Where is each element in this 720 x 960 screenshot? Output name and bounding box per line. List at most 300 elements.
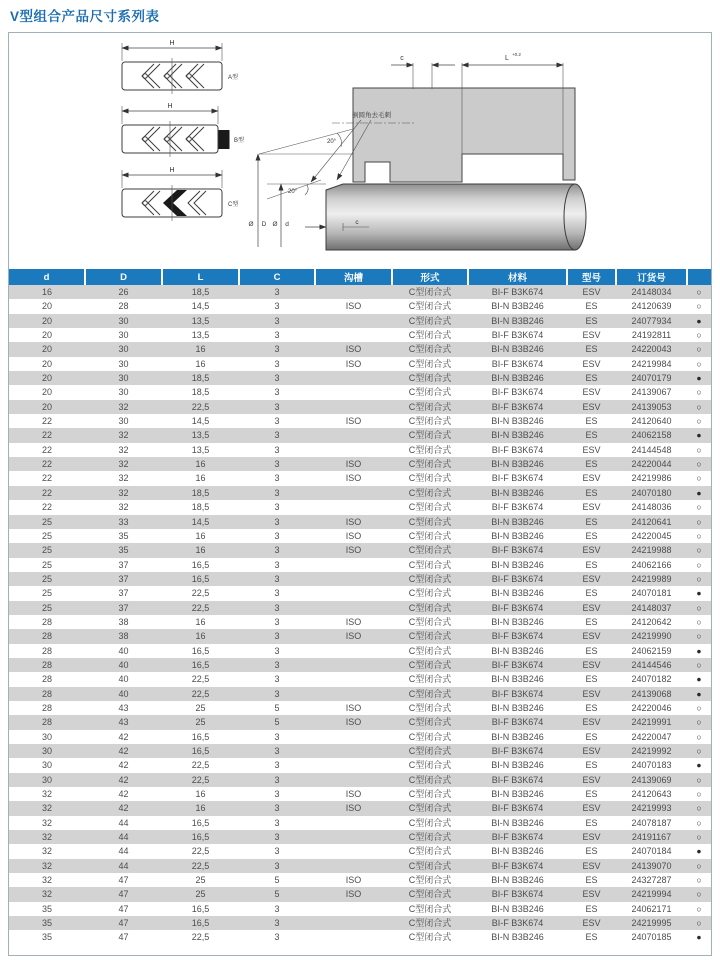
cell-L: 22,5 — [191, 760, 210, 771]
cell-groove: ISO — [345, 416, 362, 427]
cell-L: 25 — [195, 702, 206, 713]
table-row — [9, 873, 711, 887]
cell-L: 22,5 — [191, 588, 210, 599]
table-row — [9, 357, 711, 371]
cell-groove: ISO — [345, 889, 362, 900]
cell-indicator: ● — [696, 430, 702, 441]
cell-C: 3 — [274, 430, 280, 441]
cell-d: 16 — [41, 287, 52, 297]
cell-order_no: 24062166 — [631, 559, 672, 570]
cell-D: 30 — [118, 358, 129, 369]
cell-D: 26 — [118, 287, 129, 297]
cell-d: 20 — [41, 315, 52, 326]
cell-d: 25 — [41, 588, 52, 599]
cell-indicator: ○ — [696, 444, 702, 455]
cell-indicator: ○ — [696, 287, 702, 297]
cell-d: 30 — [41, 731, 52, 742]
cell-form: C型闭合式 — [408, 530, 452, 541]
cell-order_no: 24070180 — [631, 487, 672, 498]
cell-d: 32 — [41, 789, 52, 800]
cell-order_no: 24070185 — [631, 932, 672, 943]
cell-order_no: 24220045 — [631, 530, 672, 541]
cell-material: BI-F B3K674 — [491, 832, 544, 843]
cell-model: ESV — [582, 444, 601, 455]
cell-model: ESV — [582, 889, 601, 900]
cell-order_no: 24077934 — [631, 315, 672, 326]
cell-L: 16 — [195, 344, 206, 355]
cell-L: 16,5 — [191, 731, 210, 742]
cell-order_no: 24120641 — [631, 516, 672, 527]
cell-material: BI-F B3K674 — [491, 659, 544, 670]
cell-C: 3 — [274, 774, 280, 785]
cell-material: BI-N B3B246 — [491, 430, 544, 441]
cell-C: 3 — [274, 903, 280, 914]
cell-C: 3 — [274, 459, 280, 470]
cell-d: 25 — [41, 530, 52, 541]
cell-d: 28 — [41, 688, 52, 699]
cell-model: ESV — [582, 774, 601, 785]
cell-L: 16,5 — [191, 817, 210, 828]
shaft — [326, 184, 575, 250]
cell-D: 37 — [118, 602, 129, 613]
table-row — [9, 414, 711, 428]
cell-model: ES — [585, 344, 598, 355]
cell-D: 32 — [118, 459, 129, 470]
page-title: V型组合产品尺寸系列表 — [10, 9, 160, 24]
cell-indicator: ○ — [696, 358, 702, 369]
seal-stack-b-diagram — [122, 103, 244, 157]
cell-model: ES — [585, 416, 598, 427]
cell-D: 40 — [118, 645, 129, 656]
cell-model: ES — [585, 760, 598, 771]
seal-stack-a-diagram — [122, 40, 238, 94]
cell-form: C型闭合式 — [408, 903, 452, 914]
cell-groove: ISO — [345, 459, 362, 470]
cell-indicator: ○ — [696, 903, 702, 914]
cell-C: 3 — [274, 659, 280, 670]
cell-model: ES — [585, 875, 598, 886]
cell-indicator: ○ — [696, 702, 702, 713]
cell-d: 28 — [41, 631, 52, 642]
cell-D: 40 — [118, 659, 129, 670]
cell-model: ESV — [582, 659, 601, 670]
cell-C: 3 — [274, 502, 280, 513]
table-row — [9, 701, 711, 715]
cell-form: C型闭合式 — [408, 659, 452, 670]
cell-D: 44 — [118, 817, 129, 828]
cell-d: 28 — [41, 659, 52, 670]
cell-order_no: 24139070 — [631, 860, 672, 871]
cell-D: 42 — [118, 731, 129, 742]
cell-L: 16 — [195, 358, 206, 369]
type-b-label: B型 — [234, 138, 245, 144]
cell-material: BI-N B3B246 — [491, 616, 544, 627]
cell-C: 3 — [274, 287, 280, 297]
cell-order_no: 24219988 — [631, 545, 672, 556]
table-row — [9, 930, 711, 944]
cell-model: ES — [585, 373, 598, 384]
cell-indicator: ○ — [696, 301, 702, 312]
table-row — [9, 615, 711, 629]
cell-groove — [315, 816, 392, 830]
table-row — [9, 328, 711, 342]
column-header-indicator — [687, 269, 711, 285]
cell-material: BI-N B3B246 — [491, 559, 544, 570]
dia-outer-symbol: Ø — [248, 221, 254, 228]
cell-order_no: 24219993 — [631, 803, 672, 814]
cell-indicator: ● — [696, 373, 702, 384]
cell-L: 18,5 — [191, 387, 210, 398]
cell-material: BI-F B3K674 — [491, 717, 544, 728]
cell-d: 20 — [41, 387, 52, 398]
cell-order_no: 24139068 — [631, 688, 672, 699]
cell-C: 3 — [274, 731, 280, 742]
cell-model: ES — [585, 487, 598, 498]
cell-order_no: 24148037 — [631, 602, 672, 613]
cell-C: 3 — [274, 530, 280, 541]
cell-D: 44 — [118, 832, 129, 843]
cell-D: 32 — [118, 473, 129, 484]
column-header-D: D — [85, 269, 162, 285]
cell-d: 25 — [41, 516, 52, 527]
cell-D: 38 — [118, 631, 129, 642]
cell-C: 3 — [274, 674, 280, 685]
cell-form: C型闭合式 — [408, 688, 452, 699]
cell-groove — [315, 644, 392, 658]
cell-indicator: ● — [696, 760, 702, 771]
cell-D: 44 — [118, 860, 129, 871]
cell-form: C型闭合式 — [408, 588, 452, 599]
cell-L: 16,5 — [191, 832, 210, 843]
cell-C: 3 — [274, 918, 280, 929]
cell-form: C型闭合式 — [408, 889, 452, 900]
cell-model: ES — [585, 789, 598, 800]
cell-model: ESV — [582, 602, 601, 613]
cell-order_no: 24219989 — [631, 573, 672, 584]
cell-model: ESV — [582, 918, 601, 929]
cell-C: 3 — [274, 330, 280, 341]
cell-D: 32 — [118, 487, 129, 498]
cell-d: 25 — [41, 559, 52, 570]
cell-material: BI-F B3K674 — [491, 444, 544, 455]
cell-form: C型闭合式 — [408, 602, 452, 613]
cell-indicator: ○ — [696, 789, 702, 800]
cell-groove — [315, 586, 392, 600]
table-row — [9, 629, 711, 643]
cell-D: 33 — [118, 516, 129, 527]
cell-d: 35 — [41, 903, 52, 914]
cell-groove: ISO — [345, 631, 362, 642]
cell-order_no: 24139069 — [631, 774, 672, 785]
cell-indicator: ○ — [696, 832, 702, 843]
column-header-groove: 沟槽 — [315, 269, 392, 285]
cell-order_no: 24062171 — [631, 903, 672, 914]
cell-D: 44 — [118, 846, 129, 857]
table-row — [9, 443, 711, 457]
cell-d: 20 — [41, 401, 52, 412]
b-type-end-block — [219, 130, 230, 149]
dim-h-label: H — [169, 167, 175, 174]
table-row — [9, 371, 711, 385]
cell-groove: ISO — [345, 473, 362, 484]
cell-C: 3 — [274, 803, 280, 814]
cell-indicator: ● — [696, 932, 702, 943]
cell-model: ESV — [582, 717, 601, 728]
cell-L: 13,5 — [191, 330, 210, 341]
cell-material: BI-N B3B246 — [491, 459, 544, 470]
cell-d: 22 — [41, 473, 52, 484]
c-type-black-chevron — [163, 190, 187, 216]
column-header-model: 型号 — [567, 269, 616, 285]
cell-model: ES — [585, 702, 598, 713]
cell-form: C型闭合式 — [408, 674, 452, 685]
column-header-order_no: 订货号 — [616, 269, 687, 285]
cell-indicator: ○ — [696, 616, 702, 627]
cell-form: C型闭合式 — [408, 616, 452, 627]
cell-L: 18,5 — [191, 487, 210, 498]
cell-groove — [315, 859, 392, 873]
cell-groove — [315, 672, 392, 686]
cell-D: 47 — [118, 875, 129, 886]
cell-order_no: 24148036 — [631, 502, 672, 513]
cell-d: 32 — [41, 846, 52, 857]
cell-indicator: ○ — [696, 502, 702, 513]
table-row — [9, 715, 711, 729]
cell-C: 3 — [274, 817, 280, 828]
cell-C: 3 — [274, 473, 280, 484]
cell-order_no: 24062159 — [631, 645, 672, 656]
cell-material: BI-N B3B246 — [491, 416, 544, 427]
cell-order_no: 24139053 — [631, 401, 672, 412]
cell-groove — [315, 830, 392, 844]
cell-order_no: 24219986 — [631, 473, 672, 484]
cell-material: BI-N B3B246 — [491, 588, 544, 599]
cell-indicator: ○ — [696, 631, 702, 642]
cell-groove — [315, 314, 392, 328]
cell-groove: ISO — [345, 545, 362, 556]
cell-D: 32 — [118, 444, 129, 455]
cell-form: C型闭合式 — [408, 817, 452, 828]
cell-D: 32 — [118, 401, 129, 412]
cell-d: 32 — [41, 875, 52, 886]
table-row — [9, 658, 711, 672]
cell-indicator: ○ — [696, 717, 702, 728]
table-row — [9, 385, 711, 399]
dim-c-top-label: c — [400, 55, 404, 62]
cell-L: 16,5 — [191, 645, 210, 656]
cell-material: BI-F B3K674 — [491, 473, 544, 484]
cell-order_no: 24062158 — [631, 430, 672, 441]
cell-model: ES — [585, 731, 598, 742]
cell-order_no: 24070182 — [631, 674, 672, 685]
cell-L: 18,5 — [191, 287, 210, 297]
cell-groove: ISO — [345, 717, 362, 728]
cell-indicator: ○ — [696, 459, 702, 470]
cell-L: 18,5 — [191, 373, 210, 384]
cell-D: 30 — [118, 330, 129, 341]
cell-L: 16 — [195, 616, 206, 627]
cell-indicator: ○ — [696, 559, 702, 570]
cell-d: 32 — [41, 860, 52, 871]
cell-form: C型闭合式 — [408, 573, 452, 584]
cell-material: BI-N B3B246 — [491, 674, 544, 685]
table-row — [9, 816, 711, 830]
cell-d: 20 — [41, 358, 52, 369]
cell-form: C型闭合式 — [408, 502, 452, 513]
table-row — [9, 902, 711, 916]
cell-C: 3 — [274, 358, 280, 369]
cell-material: BI-N B3B246 — [491, 373, 544, 384]
cell-model: ES — [585, 932, 598, 943]
cell-material: BI-N B3B246 — [491, 731, 544, 742]
cell-D: 30 — [118, 416, 129, 427]
cell-groove — [315, 400, 392, 414]
cell-indicator: ● — [696, 674, 702, 685]
cell-material: BI-N B3B246 — [491, 932, 544, 943]
cell-form: C型闭合式 — [408, 358, 452, 369]
cell-model: ES — [585, 846, 598, 857]
cell-d: 32 — [41, 817, 52, 828]
cell-L: 16,5 — [191, 559, 210, 570]
cell-form: C型闭合式 — [408, 789, 452, 800]
cell-groove: ISO — [345, 616, 362, 627]
table-row — [9, 529, 711, 543]
cell-order_no: 24219994 — [631, 889, 672, 900]
table-row — [9, 428, 711, 442]
shaft-end-cap — [564, 184, 586, 250]
cell-D: 42 — [118, 789, 129, 800]
cell-order_no: 24219995 — [631, 918, 672, 929]
cell-L: 13,5 — [191, 430, 210, 441]
cell-indicator: ○ — [696, 545, 702, 556]
cell-L: 25 — [195, 889, 206, 900]
cell-form: C型闭合式 — [408, 731, 452, 742]
cell-material: BI-N B3B246 — [491, 817, 544, 828]
dia-inner-label: d — [285, 221, 289, 228]
cell-indicator: ○ — [696, 602, 702, 613]
table-row — [9, 887, 711, 901]
table-row — [9, 787, 711, 801]
column-header-d: d — [9, 269, 85, 285]
cell-material: BI-F B3K674 — [491, 803, 544, 814]
cell-form: C型闭合式 — [408, 344, 452, 355]
cell-d: 25 — [41, 573, 52, 584]
cell-C: 3 — [274, 559, 280, 570]
cell-order_no: 24144548 — [631, 444, 672, 455]
cell-form: C型闭合式 — [408, 932, 452, 943]
cell-indicator: ○ — [696, 387, 702, 398]
cell-L: 22,5 — [191, 401, 210, 412]
cell-material: BI-F B3K674 — [491, 401, 544, 412]
table-row — [9, 486, 711, 500]
cell-material: BI-F B3K674 — [491, 387, 544, 398]
cell-model: ESV — [582, 746, 601, 756]
cell-C: 3 — [274, 616, 280, 627]
cell-d: 22 — [41, 430, 52, 441]
cell-form: C型闭合式 — [408, 631, 452, 642]
cell-C: 3 — [274, 645, 280, 656]
cell-D: 40 — [118, 674, 129, 685]
cell-model: ES — [585, 817, 598, 828]
cell-order_no: 24220043 — [631, 344, 672, 355]
cell-L: 16,5 — [191, 918, 210, 929]
cell-L: 16,5 — [191, 573, 210, 584]
cell-form: C型闭合式 — [408, 717, 452, 728]
cell-order_no: 24220046 — [631, 702, 672, 713]
cell-material: BI-F B3K674 — [491, 573, 544, 584]
cell-material: BI-F B3K674 — [491, 602, 544, 613]
cell-form: C型闭合式 — [408, 373, 452, 384]
table-row — [9, 400, 711, 414]
cell-model: ESV — [582, 358, 601, 369]
cell-form: C型闭合式 — [408, 774, 452, 785]
cell-D: 47 — [118, 918, 129, 929]
angle-bottom-label: 20° — [288, 189, 298, 195]
dim-c-shaft-label: c — [355, 219, 359, 226]
cell-form: C型闭合式 — [408, 401, 452, 412]
cell-d: 30 — [41, 746, 52, 756]
cell-form: C型闭合式 — [408, 803, 452, 814]
cell-model: ESV — [582, 832, 601, 843]
cell-D: 35 — [118, 545, 129, 556]
technical-drawing — [9, 33, 711, 269]
cell-C: 3 — [274, 444, 280, 455]
dim-h-label: H — [167, 103, 173, 110]
cell-indicator: ○ — [696, 530, 702, 541]
cell-d: 20 — [41, 344, 52, 355]
table-row — [9, 773, 711, 787]
cell-model: ES — [585, 301, 598, 312]
cell-C: 3 — [274, 932, 280, 943]
cell-D: 32 — [118, 430, 129, 441]
cell-model: ES — [585, 459, 598, 470]
cell-material: BI-N B3B246 — [491, 344, 544, 355]
cell-material: BI-F B3K674 — [491, 889, 544, 900]
cell-L: 16 — [195, 803, 206, 814]
cell-form: C型闭合式 — [408, 430, 452, 441]
cell-L: 22,5 — [191, 688, 210, 699]
cell-d: 28 — [41, 616, 52, 627]
cell-d: 28 — [41, 717, 52, 728]
table-row — [9, 285, 711, 299]
cell-model: ES — [585, 530, 598, 541]
cell-C: 3 — [274, 416, 280, 427]
cell-order_no: 24191167 — [631, 832, 672, 843]
cell-form: C型闭合式 — [408, 516, 452, 527]
cell-C: 5 — [274, 702, 280, 713]
cell-groove — [315, 730, 392, 744]
table-row — [9, 801, 711, 815]
type-a-label: A型 — [228, 75, 239, 81]
dimension-spec-table — [9, 269, 711, 945]
cell-order_no: 24192811 — [631, 330, 672, 341]
cell-form: C型闭合式 — [408, 315, 452, 326]
cell-form: C型闭合式 — [408, 301, 452, 312]
cell-D: 32 — [118, 502, 129, 513]
cell-material: BI-N B3B246 — [491, 645, 544, 656]
cell-order_no: 24070184 — [631, 846, 672, 857]
cell-groove — [315, 687, 392, 701]
table-row — [9, 844, 711, 858]
cell-D: 42 — [118, 746, 129, 756]
cell-L: 25 — [195, 875, 206, 886]
cell-groove — [315, 902, 392, 916]
cell-D: 30 — [118, 344, 129, 355]
cell-C: 3 — [274, 373, 280, 384]
cell-indicator: ○ — [696, 573, 702, 584]
column-header-L: L — [162, 269, 239, 285]
cell-groove: ISO — [345, 344, 362, 355]
